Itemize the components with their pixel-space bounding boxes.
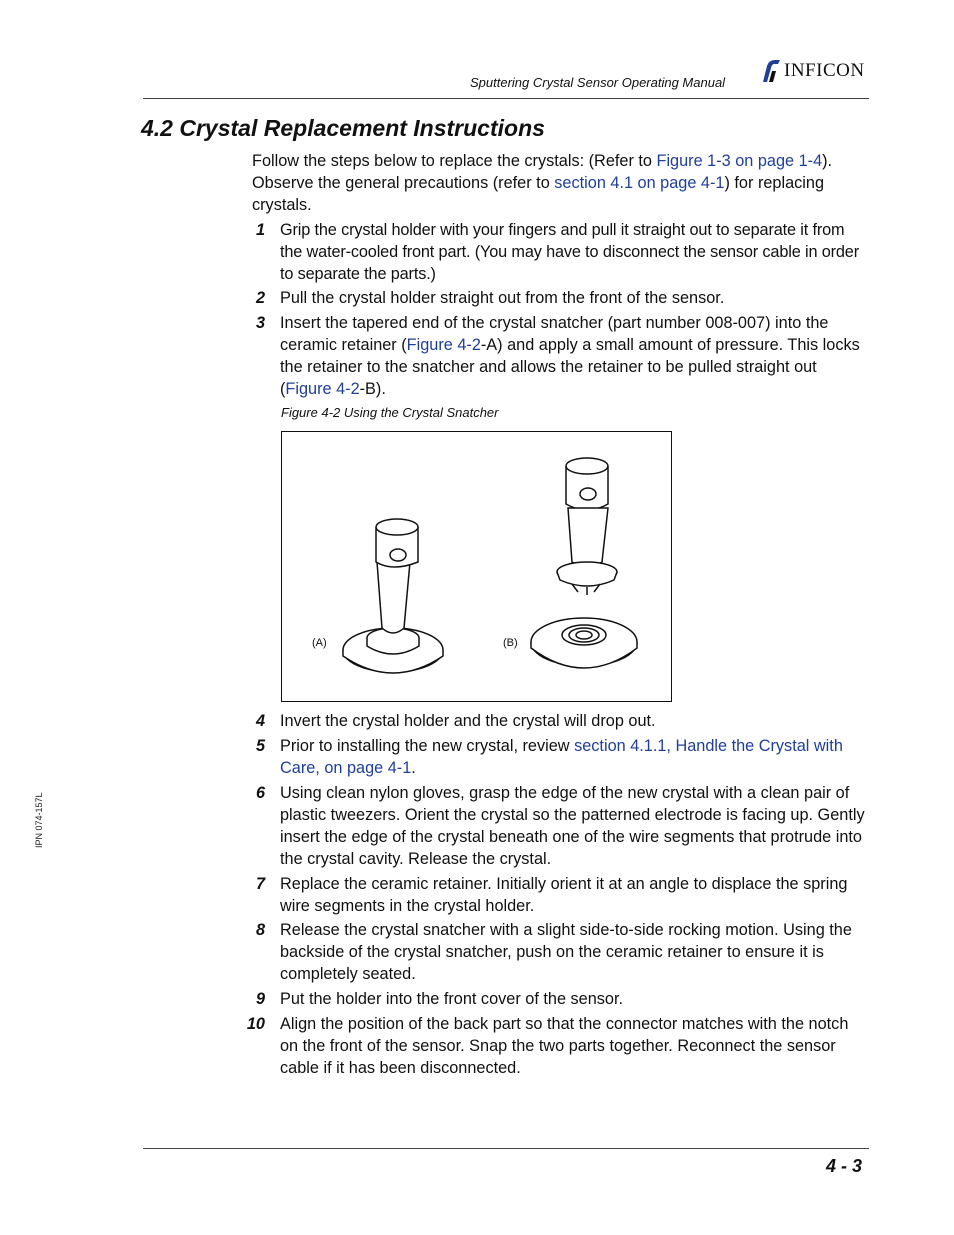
step-number: 10 bbox=[246, 1015, 265, 1033]
step-number: 2 bbox=[255, 289, 265, 307]
inficon-swoosh-icon bbox=[760, 58, 782, 84]
step-text: Insert the tapered end of the crystal snatcher (part number 008-007) into the ceramic retainer (Figure 4-2-A) and apply a small amount of pressure. This locks the retainer to the snatcher and allows the retainer to be pulled straight out (Figure 4-2-B). bbox=[280, 314, 860, 398]
step-text: Using clean nylon gloves, grasp the edge of the new crystal with a clean pair of plastic tweezers. Orient the crystal so the patterned electrode is facing up. Gently insert the edge of the crystal beneath one of the wire segments that protrude into the crystal cavity. Release the crystal. bbox=[280, 784, 865, 868]
step-text: Prior to installing the new crystal, review section 4.1.1, Handle the Crystal with Care, on page 4-1. bbox=[280, 737, 843, 777]
step-text: Grip the crystal holder with your fingers and pull it straight out to separate it from the water-cooled front part. (You may have to disconnect the sensor cable in order to separate the parts.) bbox=[280, 221, 859, 283]
step-text: Release the crystal snatcher with a slight side-to-side rocking motion. Using the backside of the crystal snatcher, push on the ceramic retainer to ensure it is completely seated. bbox=[280, 921, 852, 983]
step-text: Put the holder into the front cover of the sensor. bbox=[280, 990, 624, 1008]
snatcher-top-a bbox=[376, 519, 418, 535]
label-b: (B) bbox=[503, 637, 518, 649]
section-title: 4.2 Crystal Replacement Instructions bbox=[141, 115, 545, 141]
crystal-snatcher-figure bbox=[281, 431, 672, 702]
snatcher-taper-a bbox=[377, 562, 410, 633]
label-a: (A) bbox=[312, 637, 327, 649]
intro-paragraph: Follow the steps below to replace the crystals: (Refer to Figure 1-3 on page 1-4). Observe the general precautions (refer to section 4.1 on page 4-1) for replacing crystals. bbox=[252, 152, 833, 214]
step-text: Pull the crystal holder straight out from the front of the sensor. bbox=[280, 289, 725, 307]
step-number: 9 bbox=[255, 990, 265, 1008]
step-number: 1 bbox=[255, 221, 265, 239]
figure-1-3-link[interactable]: Figure 1-3 on page 1-4 bbox=[656, 152, 823, 170]
crystal-snatcher-illustration bbox=[282, 432, 670, 700]
snatcher-hole-a bbox=[390, 549, 406, 561]
step-number: 6 bbox=[255, 784, 265, 802]
footer-rule bbox=[143, 1148, 869, 1149]
step-number: 8 bbox=[255, 921, 265, 939]
section-4-1-1-link[interactable]: section 4.1.1, Handle the Crystal with Care, on page 4-1 bbox=[280, 737, 843, 777]
step-number: 7 bbox=[255, 875, 265, 893]
step-number: 5 bbox=[255, 737, 265, 755]
section-4-1-link[interactable]: section 4.1 on page 4-1 bbox=[554, 174, 725, 192]
figure-4-2-link[interactable]: Figure 4-2 bbox=[285, 380, 360, 398]
snatcher-taper-b bbox=[568, 508, 608, 567]
ipn-label: IPN 074-157L bbox=[34, 792, 44, 848]
step-number: 3 bbox=[255, 314, 265, 332]
manual-title: Sputtering Crystal Sensor Operating Manual bbox=[470, 75, 726, 90]
step-number: 4 bbox=[255, 712, 265, 730]
logo-text: INFICON bbox=[784, 60, 865, 81]
step-text: Invert the crystal holder and the crystal will drop out. bbox=[280, 712, 656, 730]
header-rule bbox=[143, 98, 869, 99]
snatcher-top-b bbox=[566, 458, 608, 474]
snatcher-hole-b bbox=[580, 488, 596, 500]
page-number: 4 - 3 bbox=[826, 1156, 863, 1176]
step-text: Replace the ceramic retainer. Initially orient it at an angle to displace the spring wire segments in the crystal holder. bbox=[280, 875, 848, 915]
inficon-logo bbox=[760, 58, 865, 84]
figure-4-2-link[interactable]: Figure 4-2 bbox=[406, 336, 481, 354]
figure-caption: Figure 4-2 Using the Crystal Snatcher bbox=[281, 405, 499, 420]
step-text: Align the position of the back part so that the connector matches with the notch on the front of the sensor. Snap the two parts together. Reconnect the sensor cable if it has been disconnected. bbox=[280, 1015, 849, 1077]
